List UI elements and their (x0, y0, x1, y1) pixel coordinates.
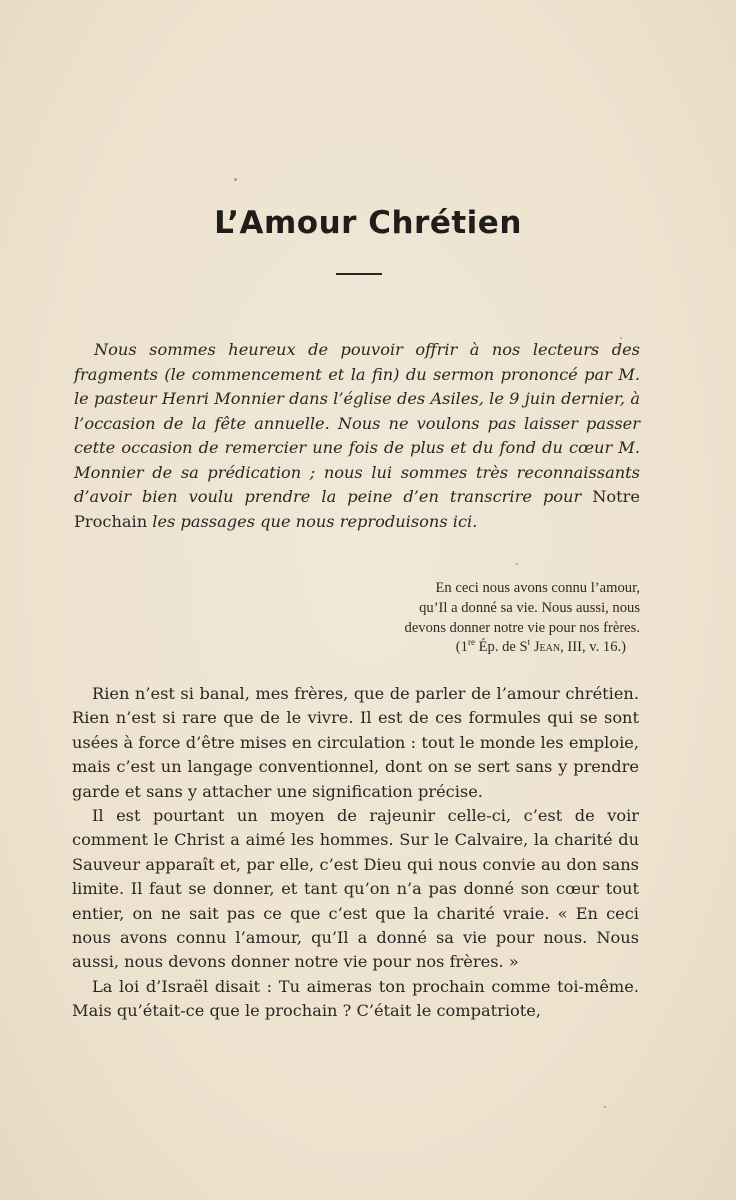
reference-text: Ép. de S (474, 639, 528, 656)
reference-author: Jean (530, 639, 561, 656)
epigraph-line: En ceci nous avons connu l’amour, (435, 580, 640, 596)
paper-speck (234, 178, 237, 181)
article-title: L’Amour Chrétien (214, 205, 522, 241)
reference-close: , III, v. 16.) (560, 639, 626, 656)
paper-speck (604, 1106, 606, 1108)
body-paragraph: Il est pourtant un moyen de rajeunir celle-ci, c’est de voir comment le Christ a aimé les hommes. Sur le Calvaire, la charité du Sauveur apparaît et, par elle, c’est Dieu qui nous convie au don sans limite. Il faut se donner, et tant qu’on n’a pas donné son cœur tout entier, on ne sait pas ce que c’est que la charité vraie. « En ceci nous avons connu l’amour, qu’Il a donné sa vie pour nous. Nous aussi, nous devons donner notre vie pour nos frères. » (72, 806, 639, 972)
paper-speck (516, 563, 518, 565)
reference-superscript: re (467, 637, 475, 648)
reference-superscript: t (527, 637, 531, 648)
sermon-body (72, 682, 639, 1024)
body-paragraph: Rien n’est si banal, mes frères, que de parler de l’amour chrétien. Rien n’est si rare que de le vivre. Il est de ces formules qui se sont usées à force d’être mises en circulation : tout le monde les emploie, mais c’est un langage conventionnel, dont on se sert sans y prendre garde et sans y attacher une signification précise. (72, 684, 639, 801)
title-divider (336, 273, 382, 275)
intro-italic-text: Nous sommes heureux de pouvoir offrir à nos lecteurs des fragments (le commencement et la fin) du sermon prononcé par M. le pasteur Henri Monnier dans l’église des Asiles, le 9 juin dernier, à l’occasion de la fête annuelle. Nous ne voulons pas laisser passer cette occasion de remercier une fois de plus et du fond du cœur M. Monnier de sa prédication ; nous lui sommes très reconnaissants d’avoir bien voulu prendre la peine d’en transcrire pour (74, 340, 640, 506)
intro-italic-text-end: les passages que nous reproduisons ici. (147, 511, 478, 531)
magazine-name: Notre Prochain (74, 487, 640, 531)
epigraph-reference (320, 638, 640, 658)
editor-introduction (74, 338, 640, 534)
reference-open: (1 (455, 639, 468, 656)
epigraph (320, 579, 640, 658)
epigraph-line: devons donner notre vie pour nos frères. (404, 619, 640, 636)
epigraph-line: qu’Il a donné sa vie. Nous aussi, nous (419, 599, 640, 616)
body-paragraph: La loi d’Israël disait : Tu aimeras ton prochain comme toi-même. Mais qu’était-ce que le prochain ? C’était le compatriote, (72, 976, 639, 1021)
